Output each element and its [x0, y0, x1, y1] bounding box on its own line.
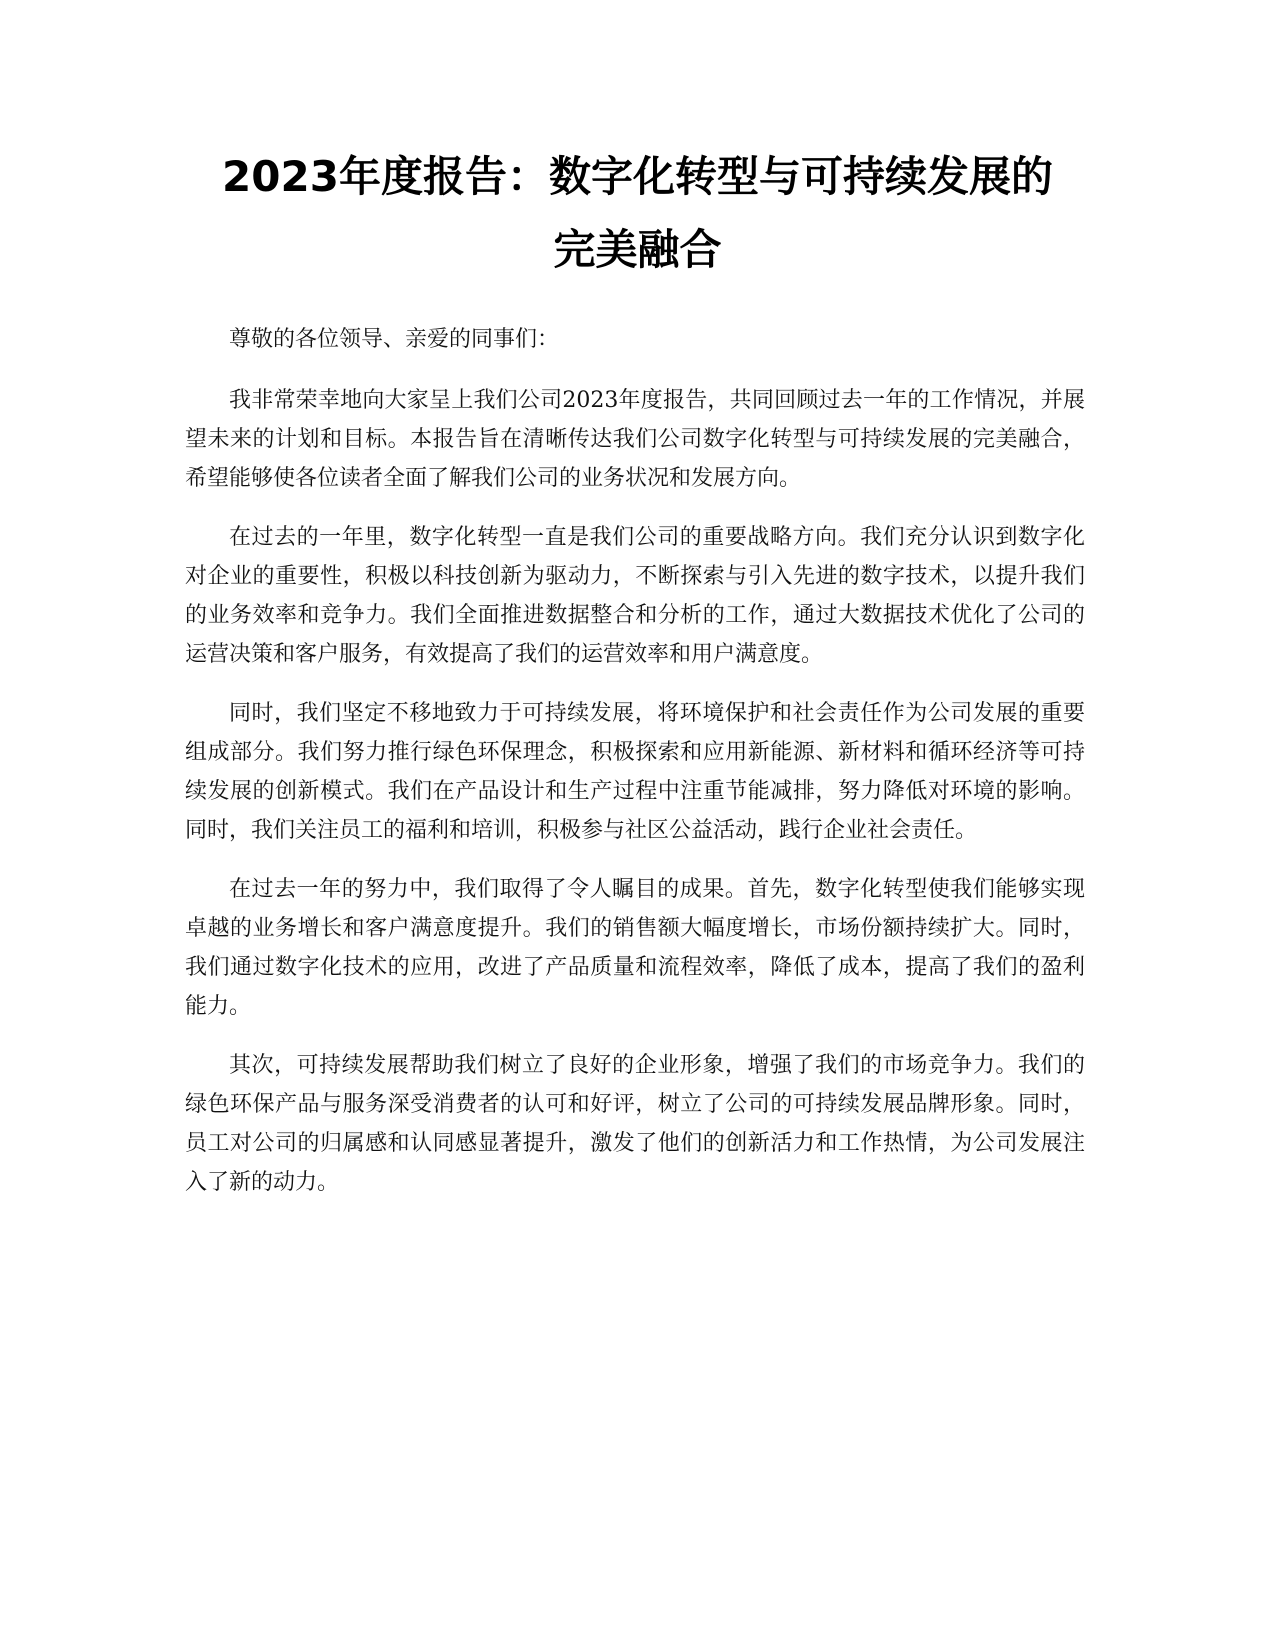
paragraph-digital-transformation: 在过去的一年里，数字化转型一直是我们公司的重要战略方向。我们充分认识到数字化对企业的重要性，积极以科技创新为驱动力，不断探索与引入先进的数字技术，以提升我们的业务效率和竞争力。我们全面推进数据整合和分析的工作，通过大数据技术优化了公司的运营决策和客户服务，有效提高了我们的运营效率和用户满意度。: [185, 525, 1085, 667]
paragraph-achievements: 在过去一年的努力中，我们取得了令人瞩目的成果。首先，数字化转型使我们能够实现卓越的业务增长和客户满意度提升。我们的销售额大幅度增长，市场份额持续扩大。同时，我们通过数字化技术的应用，改进了产品质量和流程效率，降低了成本，提高了我们的盈利能力。: [185, 877, 1085, 1019]
title-line-2: 完美融合: [553, 225, 722, 274]
page-title: [160, 140, 1115, 286]
greeting: 尊敬的各位领导、亲爱的同事们：: [229, 327, 560, 352]
title-line-1: 2023年度报告：数字化转型与可持续发展的: [222, 152, 1053, 201]
document-body: [185, 320, 1085, 1222]
paragraph-brand-image: 其次，可持续发展帮助我们树立了良好的企业形象，增强了我们的市场竞争力。我们的绿色环保产品与服务深受消费者的认可和好评，树立了公司的可持续发展品牌形象。同时，员工对公司的归属感和认同感显著提升，激发了他们的创新活力和工作热情，为公司发展注入了新的动力。: [185, 1053, 1085, 1195]
paragraph-intro: 我非常荣幸地向大家呈上我们公司2023年度报告，共同回顾过去一年的工作情况，并展望未来的计划和目标。本报告旨在清晰传达我们公司数字化转型与可持续发展的完美融合，希望能够使各位读者全面了解我们公司的业务状况和发展方向。: [185, 388, 1085, 491]
paragraph-sustainability: 同时，我们坚定不移地致力于可持续发展，将环境保护和社会责任作为公司发展的重要组成部分。我们努力推行绿色环保理念，积极探索和应用新能源、新材料和循环经济等可持续发展的创新模式。我们在产品设计和生产过程中注重节能减排，努力降低对环境的影响。同时，我们关注员工的福利和培训，积极参与社区公益活动，践行企业社会责任。: [185, 701, 1085, 843]
